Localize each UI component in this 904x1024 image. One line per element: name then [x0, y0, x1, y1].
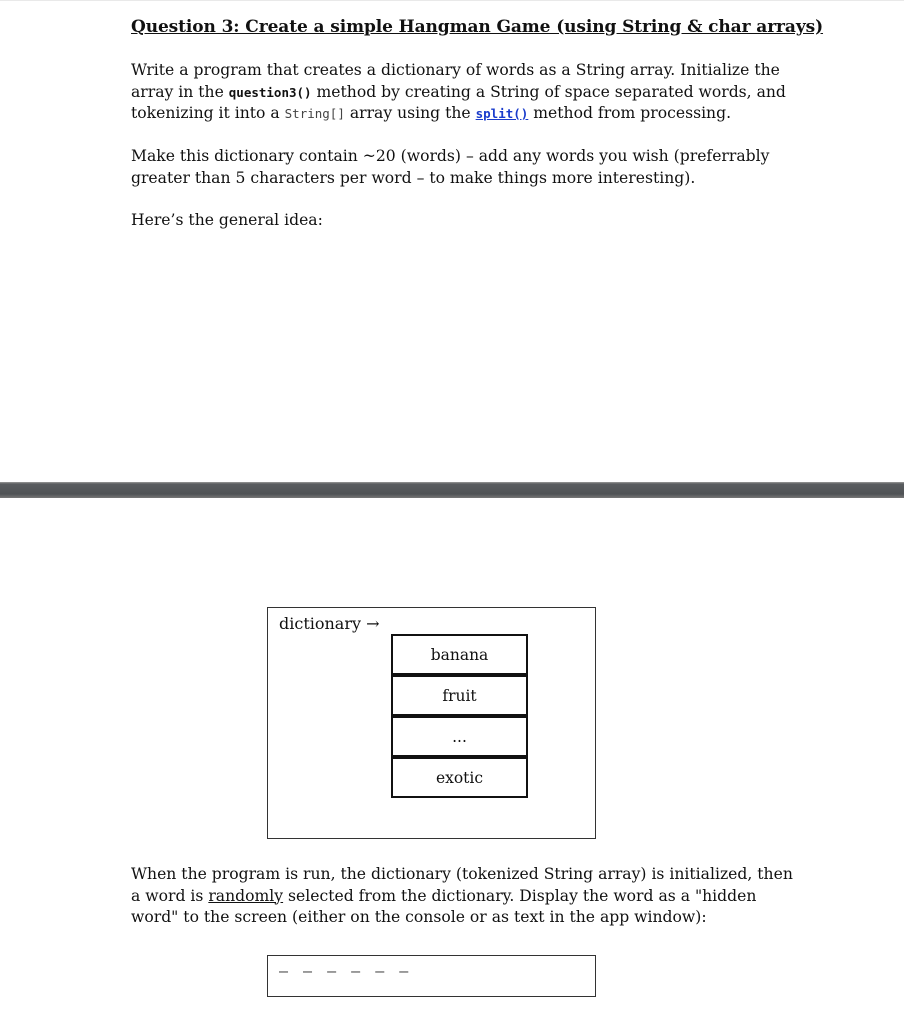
string-array-code: String[] — [284, 106, 345, 121]
run-text-2: selected from the dictionary. Display the word as a "hidden word" to the screen (either on the console or as text in the app window): — [131, 886, 757, 926]
hidden-word-display: – – – – – – — [279, 962, 412, 980]
question-heading: Question 3: Create a simple Hangman Game (using String & char arrays) — [131, 17, 824, 37]
run-text-1: When the program is run, the dictionary (tokenized String array) is initialized, then a word is — [131, 865, 793, 905]
question3-method-code: question3() — [228, 84, 312, 100]
intro-text-4: method from processing. — [528, 104, 732, 122]
intro-text-1: Write a program that creates a dictionary of words as a String array. Initialize the array in the — [131, 61, 780, 101]
intro-text-3: array using the — [344, 104, 476, 122]
page-separator — [0, 482, 904, 498]
array-cell-ellipsis: ... — [391, 716, 528, 757]
randomly-emphasis: randomly — [208, 886, 284, 905]
array-cell-1: fruit — [391, 675, 528, 716]
array-cell-0: banana — [391, 634, 528, 675]
run-description-paragraph — [131, 864, 801, 929]
general-idea-paragraph: Here’s the general idea: — [131, 211, 323, 229]
intro-paragraph — [131, 60, 801, 125]
split-method-link[interactable]: split() — [475, 106, 529, 121]
dictionary-size-paragraph: Make this dictionary contain ~20 (words) – add any words you wish (preferrably greater than 5 characters per word – to make things more interesting). — [131, 147, 770, 187]
intro-text-2: method by creating a String of space separated words, and tokenizing it into a — [131, 82, 786, 122]
dictionary-label: dictionary → — [279, 614, 380, 633]
array-cell-last: exotic — [391, 757, 528, 798]
